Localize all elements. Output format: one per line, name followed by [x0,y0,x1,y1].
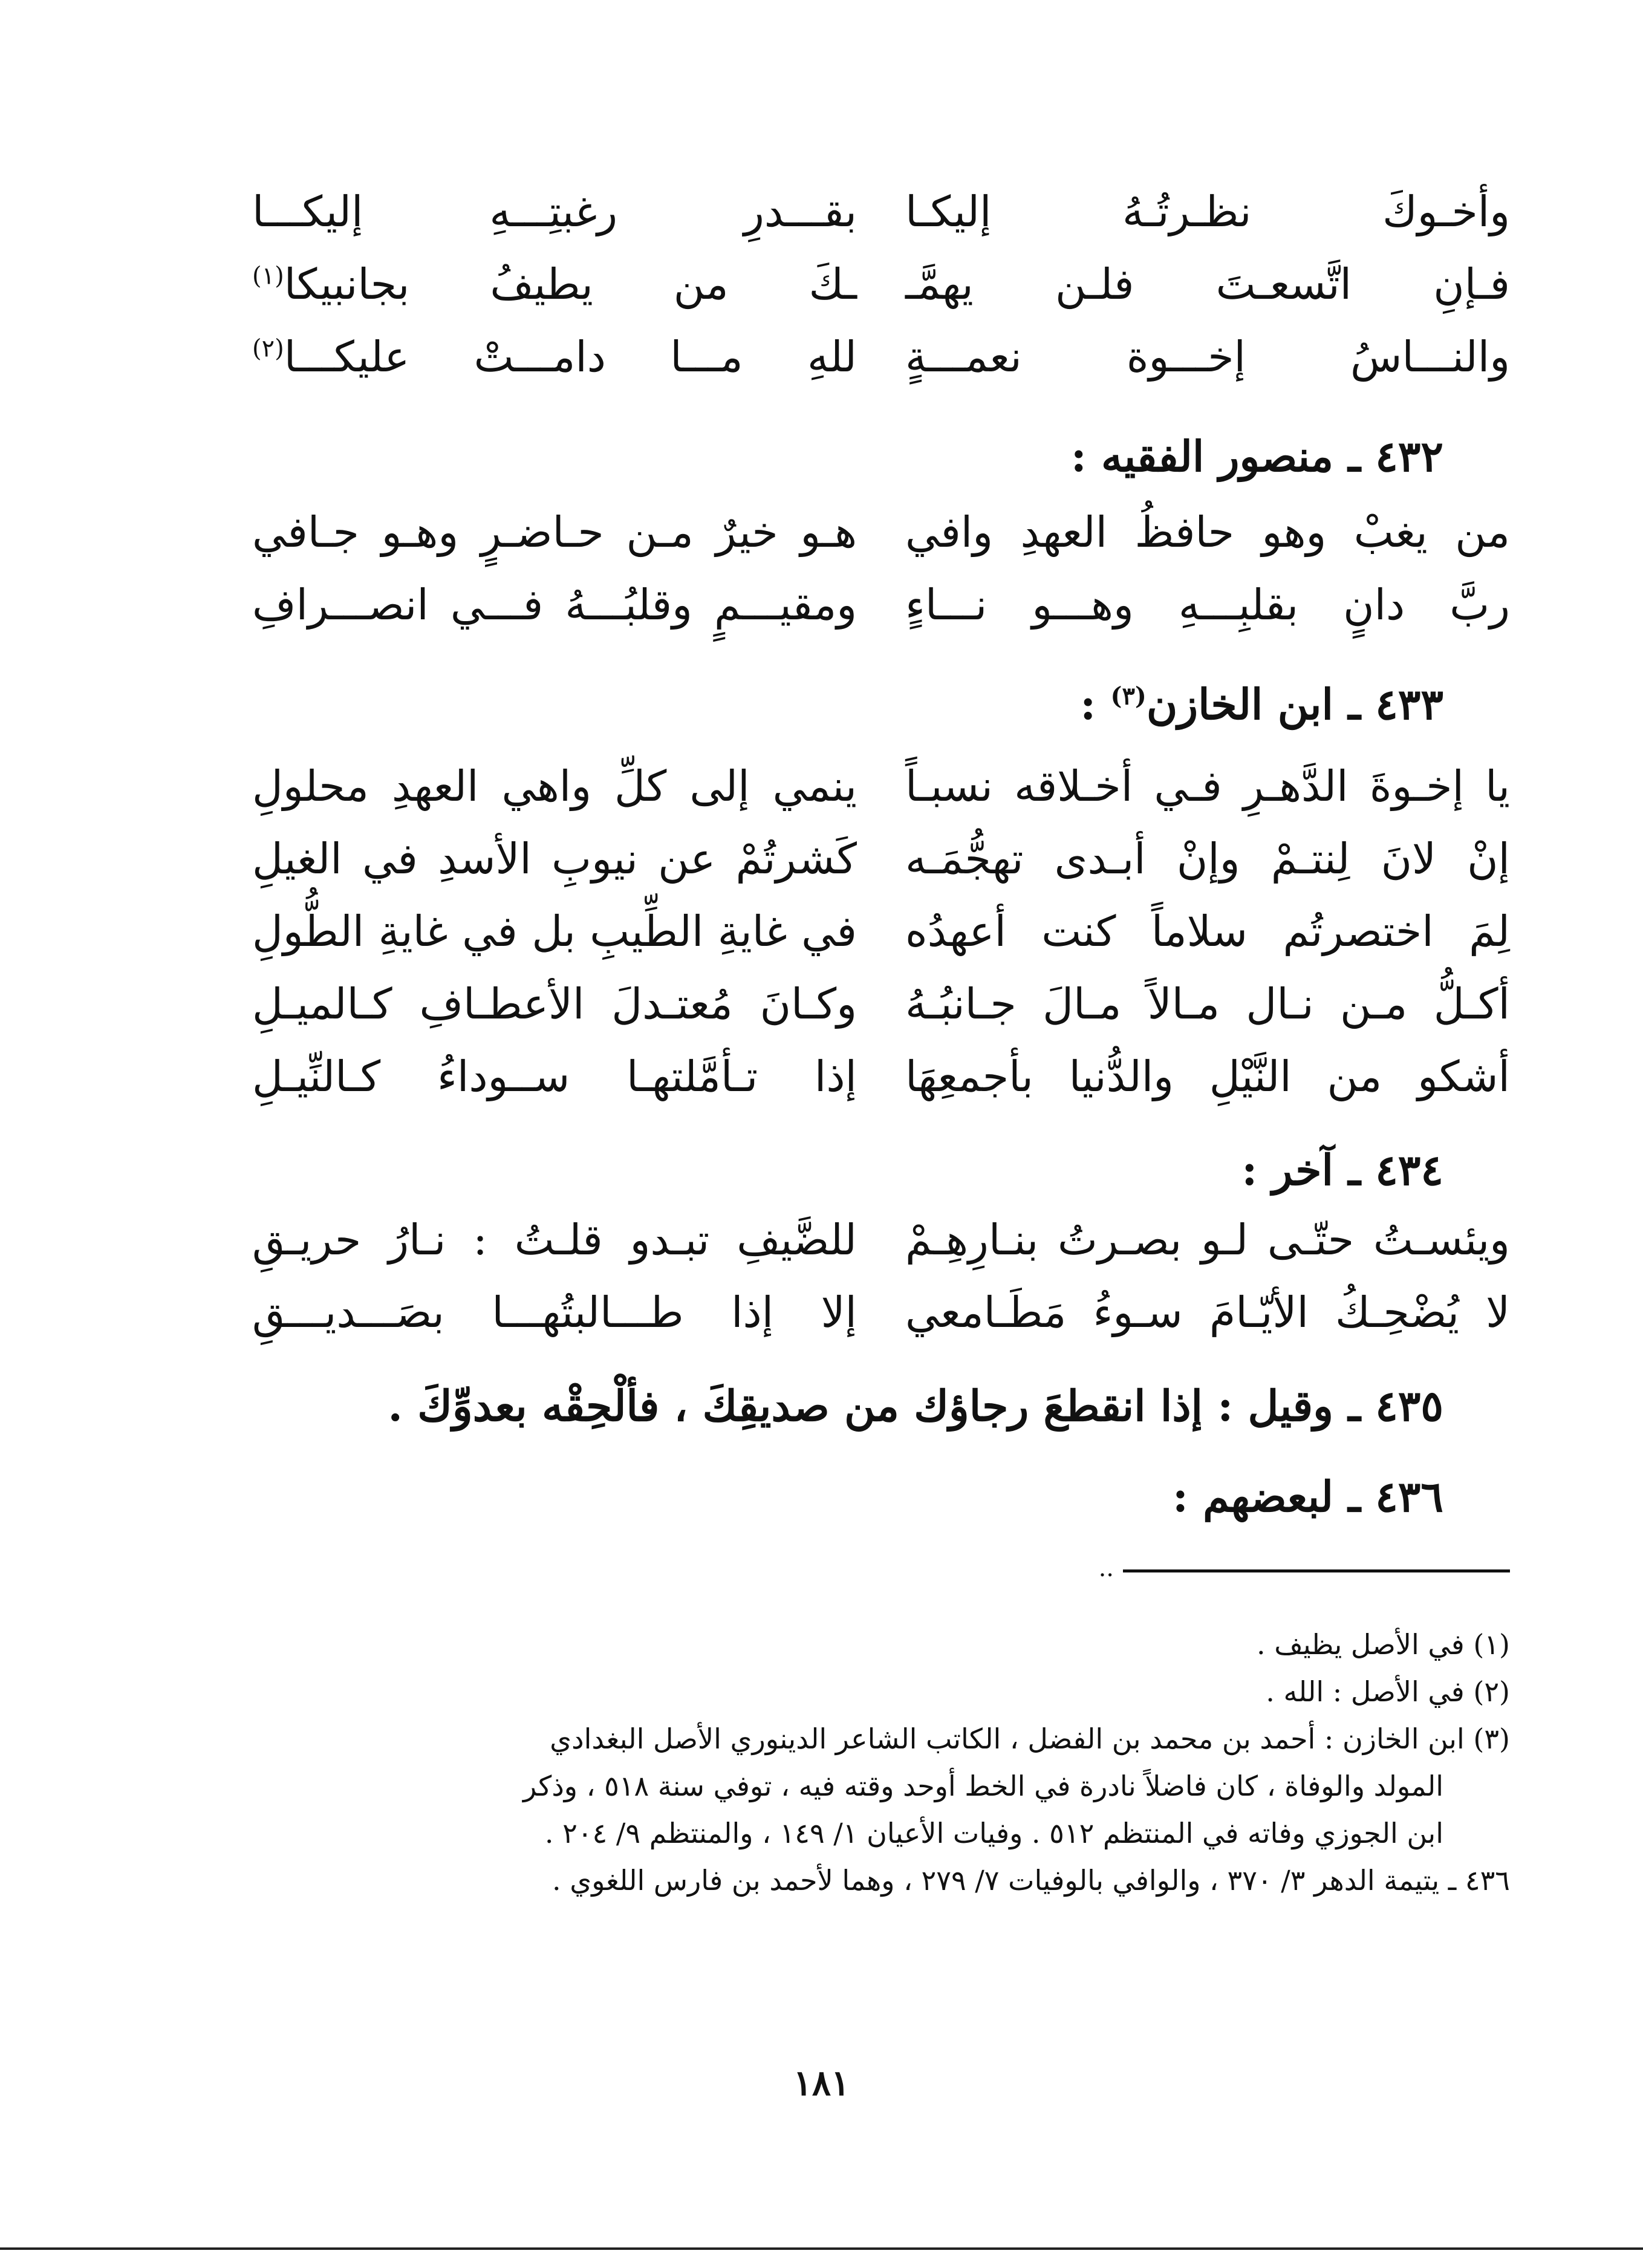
scan-bottom-edge [0,2247,1643,2250]
verse-row [0,1276,1643,1349]
entry-heading-433-colon: : [1080,679,1111,729]
footnote-3: (٣) ابن الخازن : أحمد بن محمد بن الفضل ، الكاتب الشاعر الدينوري الأصل البغدادي [550,1722,1510,1755]
verse-second-hemistich: كَشرتُمْ عن نيوبِ الأسدِ في الغيلِ [252,834,857,884]
verse-first-hemistich: ربَّ دانٍ بقلبِـــهِ وهـــو نـــاءٍ [905,580,1510,630]
verse-first-hemistich: لا يُضْحِـكُ الأيّـامَ سـوءُ مَطَـامعي [905,1288,1510,1337]
verse-second-hemistich: للضَّيفِ تبـدو قلـتُ : نـارُ حريـقِ [252,1215,857,1265]
verse-row [0,248,1643,321]
divider-dots: .. [1098,1554,1114,1582]
verse-row [0,1204,1643,1276]
verse-second-hemistich [252,248,857,321]
verse-second-hemistich: في غايةِ الطِّيبِ بل في غايةِ الطُّولِ [252,907,857,956]
footnote-3-continued: المولد والوفاة ، كان فاضلاً نادرة في الخط أوحد وقته فيه ، توفي سنة ٥١٨ ، وذكر [523,1770,1443,1802]
verse-row [0,175,1643,248]
verse-second-hemistich: بقـــدرِ رغبتِـــهِ إليكـــا [252,187,857,236]
verse-first-hemistich: والنـــاسُ إخـــوة نعمـــةٍ [905,332,1510,382]
verse-second-hemistich: ومقيـــمٍ وقلبُـــهُ فـــي انصـــرافِ [252,580,857,630]
entry-heading-433-text: ٤٣٣ ـ ابن الخازن [1146,679,1443,729]
verse-row [0,750,1643,823]
verse-second-hemistich: إلا إذا طـــالبتُهـــا بصَـــديـــقِ [252,1288,857,1337]
verse-row [0,968,1643,1040]
entry-heading-434: ٤٣٤ ـ آخر : [1241,1145,1443,1195]
verse-second-hemistich: إذا تـأمَّلتهـا ســوداءُ كـالنِّيـلِ [252,1052,857,1101]
verse-second-hemistich: ينمي إلى كلِّ واهي العهدِ محلولِ [252,761,857,811]
entry-prose-435: ٤٣٥ ـ وقيل : إذا انقطعَ رجاؤك من صديقِكَ ، فألْحِقْه بعدوِّكَ . [388,1381,1443,1431]
verse-first-hemistich: لِمَ اختصرتُم سلاماً كنت أعهدُه [905,907,1510,956]
verse-first-hemistich: وأخـوكَ نظـرتُـهُ إليكـا [905,187,1510,236]
page-number: ١٨١ [793,2062,850,2103]
footnote-436: ٤٣٦ ـ يتيمة الدهر ٣/ ٣٧٠ ، والوافي بالوفيات ٧/ ٢٧٩ ، وهما لأحمد بن فارس اللغوي . [552,1864,1510,1897]
verse-second-hemistich [252,321,857,393]
footnotes [119,1621,1510,1904]
footnote-divider [1123,1569,1510,1572]
verse-row [0,496,1643,569]
verse-row [0,895,1643,968]
verse-second-hemistich-text: ـكَ من يطيفُ بجانبيكا [284,259,857,309]
verse-first-hemistich: أكـلُّ مـن نـال مـالاً مـالَ جـانبُـهُ [905,979,1510,1029]
verse-second-hemistich-text: للهِ مـــا دامـــتْ عليكـــا [284,332,857,382]
verse-first-hemistich: أشكو من النَّيْلِ والدُّنيا بأجمعِهَا [905,1052,1510,1101]
verse-row [0,1040,1643,1113]
footnote-marker: (٣) [1110,682,1147,711]
verse-first-hemistich: إنْ لانَ لِنتـمْ وإنْ أبـدى تهجُّمَـه [905,834,1510,884]
verse-row [0,569,1643,641]
footnote-marker: (٢) [252,334,284,363]
verse-row [0,321,1643,393]
verse-row [0,823,1643,895]
verse-first-hemistich: ويئسـتُ حتّـى لـو بصـرتُ بنـارِهِـمْ [905,1215,1510,1265]
verse-first-hemistich: من يغبْ وهو حافظُ العهدِ وافي [905,507,1510,557]
footnote-2: (٢) في الأصل : الله . [1266,1675,1510,1708]
entry-heading-433 [1080,671,1443,738]
footnote-3-continued: ابن الجوزي وفاته في المنتظم ٥١٢ . وفيات الأعيان ١/ ١٤٩ ، والمنتظم ٩/ ٢٠٤ . [544,1817,1443,1849]
footnote-marker: (١) [252,262,284,290]
footnote-1: (١) في الأصل يظيف . [1256,1628,1510,1661]
entry-heading-432: ٤٣٢ ـ منصور الفقيه : [1070,431,1443,481]
entry-heading-436: ٤٣٦ ـ لبعضهم : [1172,1471,1443,1522]
verse-second-hemistich: وكـانَ مُعتـدلَ الأعطـافِ كـالميـلِ [252,979,857,1029]
verse-second-hemistich: هـو خيرٌ مـن حـاضـرٍ وهـو جـافي [252,507,857,557]
verse-first-hemistich: يا إخـوةَ الدَّهـرِ فـي أخـلاقه نسبـاً [905,761,1510,811]
verse-first-hemistich: فـإنِ اتَّسعـتَ فلـن يهمَّـ [905,259,1510,309]
